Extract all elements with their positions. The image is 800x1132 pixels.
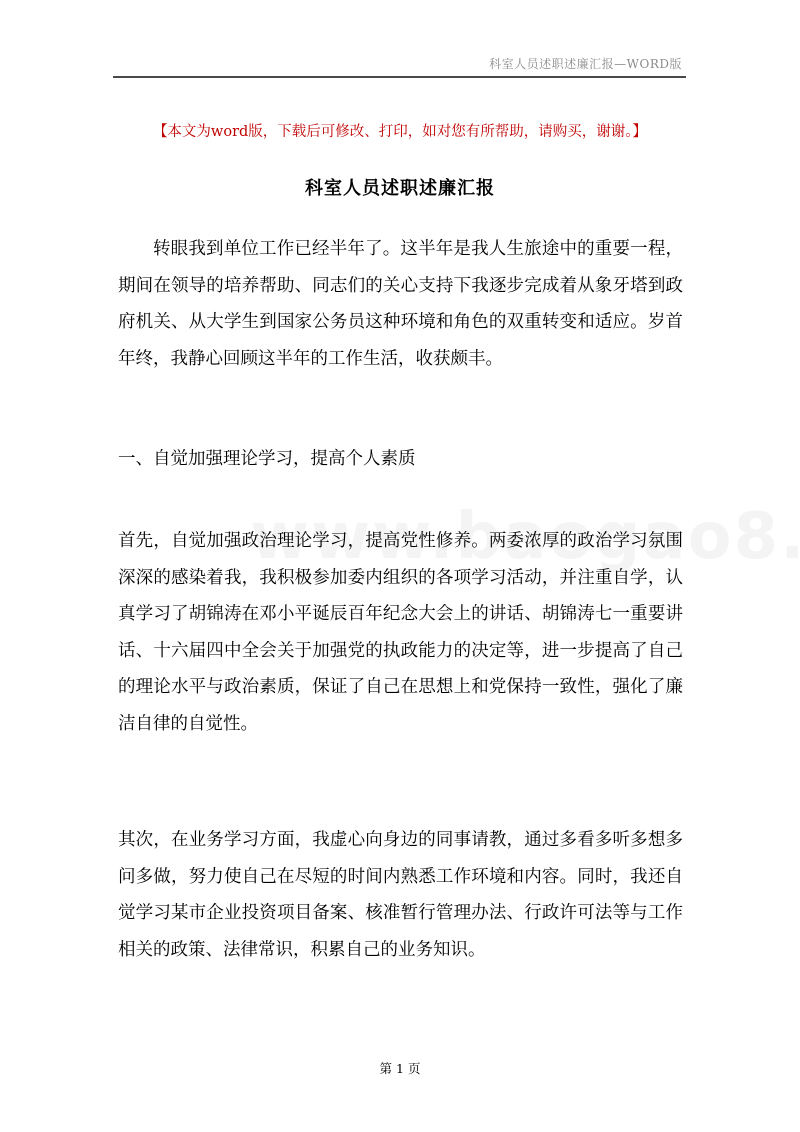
section-heading: 一、自觉加强理论学习，提高个人素质 [118, 449, 416, 469]
running-header: 科室人员述职述廉汇报—WORD版 [489, 57, 682, 71]
header-rule [113, 76, 686, 78]
intro-paragraph: 转眼我到单位工作已经半年了。这半年是我人生旅途中的重要一程，期间在领导的培养帮助、同志们的关心支持下我逐步完成着从象牙塔到政府机关、从大学生到国家公务员这种环境和角色的双重转变和适应。岁首年终，我静心回顾这半年的工作生活，收获颇丰。 [118, 239, 683, 369]
page-number: 第 1 页 [379, 1061, 421, 1076]
document-title: 科室人员述职述廉汇报 [305, 178, 495, 199]
body-paragraph-2: 其次，在业务学习方面，我虚心向身边的同事请教，通过多看多听多想多问多做，努力使自己在尽短的时间内熟悉工作环境和内容。同时，我还自觉学习某市企业投资项目备案、核准暂行管理办法、行政许可法等与工作相关的政策、法律常识，积累自己的业务知识。 [118, 830, 683, 960]
body-paragraph-1: 首先，自觉加强政治理论学习，提高党性修养。两委浓厚的政治学习氛围深深的感染着我，我积极参加委内组织的各项学习活动，并注重自学，认真学习了胡锦涛在邓小平诞辰百年纪念大会上的讲话、胡锦涛七一重要讲话、十六届四中全会关于加强党的执政能力的决定等，进一步提高了自己的理论水平与政治素质，保证了自己在思想上和党保持一致性，强化了廉洁自律的自觉性。 [118, 531, 683, 734]
purchase-notice: 【本文为word版，下载后可修改、打印，如对您有所帮助，请购买，谢谢。】 [152, 124, 648, 140]
